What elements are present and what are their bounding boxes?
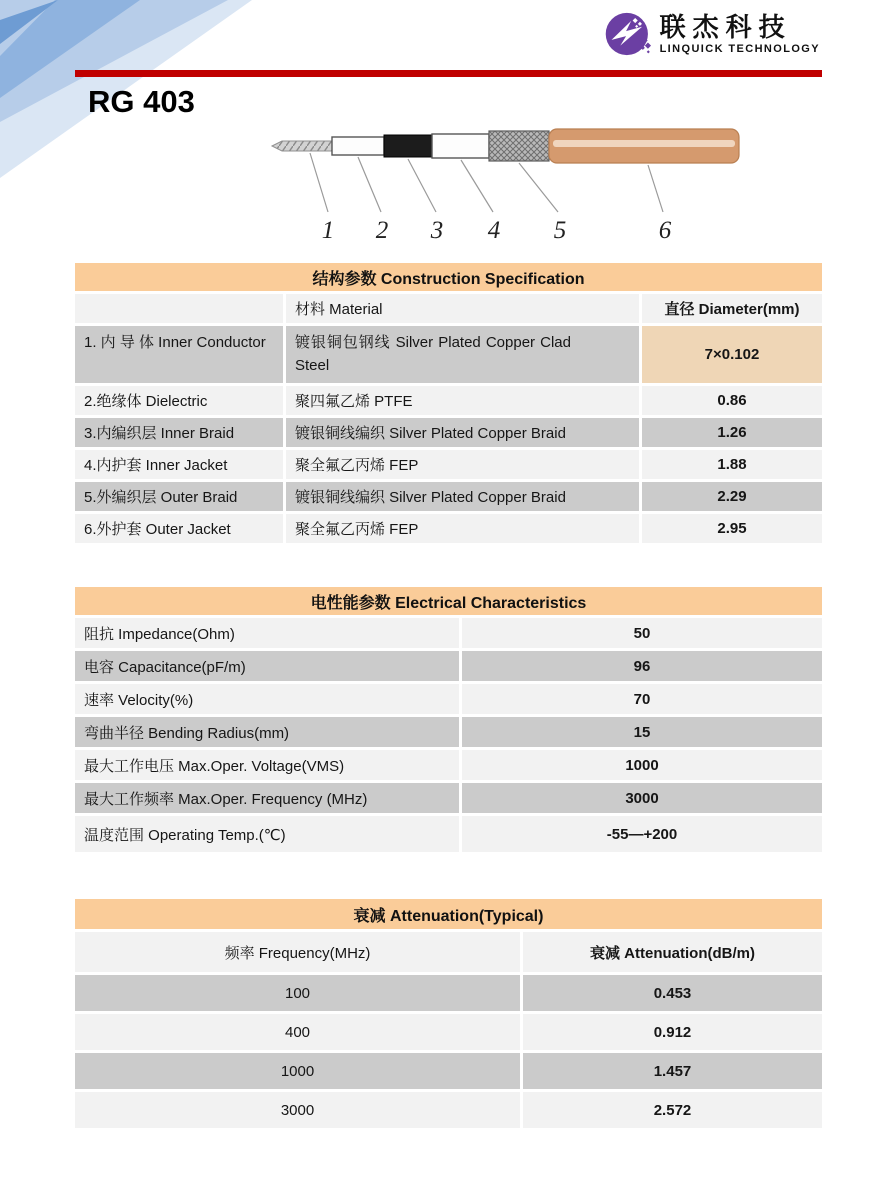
- construction-diameter: 2.29: [642, 482, 822, 511]
- construction-diameter: 1.26: [642, 418, 822, 447]
- construction-diameter: 0.86: [642, 386, 822, 415]
- electrical-value: 96: [462, 651, 822, 681]
- electrical-value: 3000: [462, 783, 822, 813]
- table-row: [75, 618, 822, 648]
- electrical-value: 1000: [462, 750, 822, 780]
- cable-outer-braid: [489, 131, 549, 161]
- diagram-label-1: 1: [321, 217, 335, 244]
- electrical-value: 15: [462, 717, 822, 747]
- table-row: [75, 816, 822, 852]
- attenuation-frequency: 1000: [75, 1053, 520, 1089]
- electrical-label: 最大工作频率 Max.Oper. Frequency (MHz): [75, 783, 459, 813]
- construction-material: 镀银铜线编织 Silver Plated Copper Braid: [286, 418, 639, 447]
- attenuation-header-attenuation: 衰减 Attenuation(dB/m): [523, 932, 822, 972]
- attenuation-frequency: 400: [75, 1014, 520, 1050]
- construction-diameter: 7×0.102: [642, 326, 822, 383]
- electrical-label: 弯曲半径 Bending Radius(mm): [75, 717, 459, 747]
- construction-diameter: 1.88: [642, 450, 822, 479]
- electrical-table: [75, 587, 822, 855]
- attenuation-value: 1.457: [523, 1053, 822, 1089]
- construction-material: 聚全氟乙丙烯 FEP: [286, 514, 639, 543]
- table-row: [75, 750, 822, 780]
- electrical-value: -55—+200: [462, 816, 822, 852]
- construction-table-title: 结构参数 Construction Specification: [75, 263, 822, 291]
- construction-header-material: 材料 Material: [286, 294, 639, 323]
- table-row: [75, 386, 822, 415]
- construction-table: [75, 263, 822, 546]
- table-row: [75, 1092, 822, 1128]
- construction-material: 镀银铜包钢线 Silver Plated Copper Clad Steel: [286, 326, 639, 383]
- table-row: [75, 1053, 822, 1089]
- diagram-label-2: 2: [375, 217, 389, 244]
- electrical-value: 70: [462, 684, 822, 714]
- attenuation-table-title: 衰减 Attenuation(Typical): [75, 899, 822, 929]
- table-row: [75, 717, 822, 747]
- electrical-label: 最大工作电压 Max.Oper. Voltage(VMS): [75, 750, 459, 780]
- construction-item: 6.外护套 Outer Jacket: [75, 514, 283, 543]
- attenuation-frequency: 3000: [75, 1092, 520, 1128]
- table-row: [75, 418, 822, 447]
- attenuation-frequency: 100: [75, 975, 520, 1011]
- construction-item: 2.绝缘体 Dielectric: [75, 386, 283, 415]
- table-row: [75, 783, 822, 813]
- table-row: [75, 975, 822, 1011]
- attenuation-value: 0.912: [523, 1014, 822, 1050]
- table-row: [75, 482, 822, 511]
- brand-name-en: LINQUICK TECHNOLOGY: [659, 42, 820, 55]
- brand-text: [660, 13, 820, 55]
- attenuation-header-frequency: 频率 Frequency(MHz): [75, 932, 520, 972]
- brand-header: [605, 2, 820, 66]
- construction-material: 镀银铜线编织 Silver Plated Copper Braid: [286, 482, 639, 511]
- brand-name-cn: 联杰科技: [659, 12, 792, 43]
- electrical-table-title: 电性能参数 Electrical Characteristics: [75, 587, 822, 615]
- diagram-label-4: 4: [487, 217, 501, 244]
- construction-item: 5.外编织层 Outer Braid: [75, 482, 283, 511]
- cable-inner-braid: [384, 135, 432, 157]
- cable-inner-conductor: [272, 141, 336, 151]
- attenuation-value: 2.572: [523, 1092, 822, 1128]
- header-rule: [75, 70, 822, 77]
- attenuation-value: 0.453: [523, 975, 822, 1011]
- construction-header-diameter: 直径 Diameter(mm): [642, 294, 822, 323]
- cable-inner-jacket: [432, 134, 489, 158]
- diagram-label-3: 3: [430, 217, 444, 244]
- table-row: [75, 450, 822, 479]
- electrical-label: 温度范围 Operating Temp.(℃): [75, 816, 459, 852]
- cable-dielectric: [332, 137, 384, 155]
- table-row: [75, 651, 822, 681]
- table-row: [75, 326, 822, 383]
- construction-header-blank: [75, 294, 283, 323]
- table-row: [75, 1014, 822, 1050]
- construction-material: 聚全氟乙丙烯 FEP: [286, 450, 639, 479]
- electrical-label: 速率 Velocity(%): [75, 684, 459, 714]
- construction-item: 3.内编织层 Inner Braid: [75, 418, 283, 447]
- electrical-label: 阻抗 Impedance(Ohm): [75, 618, 459, 648]
- construction-header-row: [75, 294, 822, 323]
- attenuation-header-row: [75, 932, 822, 972]
- cable-diagram: [258, 116, 838, 250]
- construction-diameter: 2.95: [642, 514, 822, 543]
- construction-item: 4.内护套 Inner Jacket: [75, 450, 283, 479]
- page-title: RG 403: [88, 84, 195, 119]
- linquick-logo-icon: [605, 2, 652, 66]
- table-row: [75, 514, 822, 543]
- electrical-value: 50: [462, 618, 822, 648]
- electrical-label: 电容 Capacitance(pF/m): [75, 651, 459, 681]
- diagram-label-5: 5: [553, 217, 567, 244]
- table-row: [75, 684, 822, 714]
- construction-item: 1. 内 导 体 Inner Conductor: [75, 326, 283, 383]
- construction-material: 聚四氟乙烯 PTFE: [286, 386, 639, 415]
- diagram-label-6: 6: [658, 217, 672, 244]
- attenuation-table: [75, 899, 822, 1131]
